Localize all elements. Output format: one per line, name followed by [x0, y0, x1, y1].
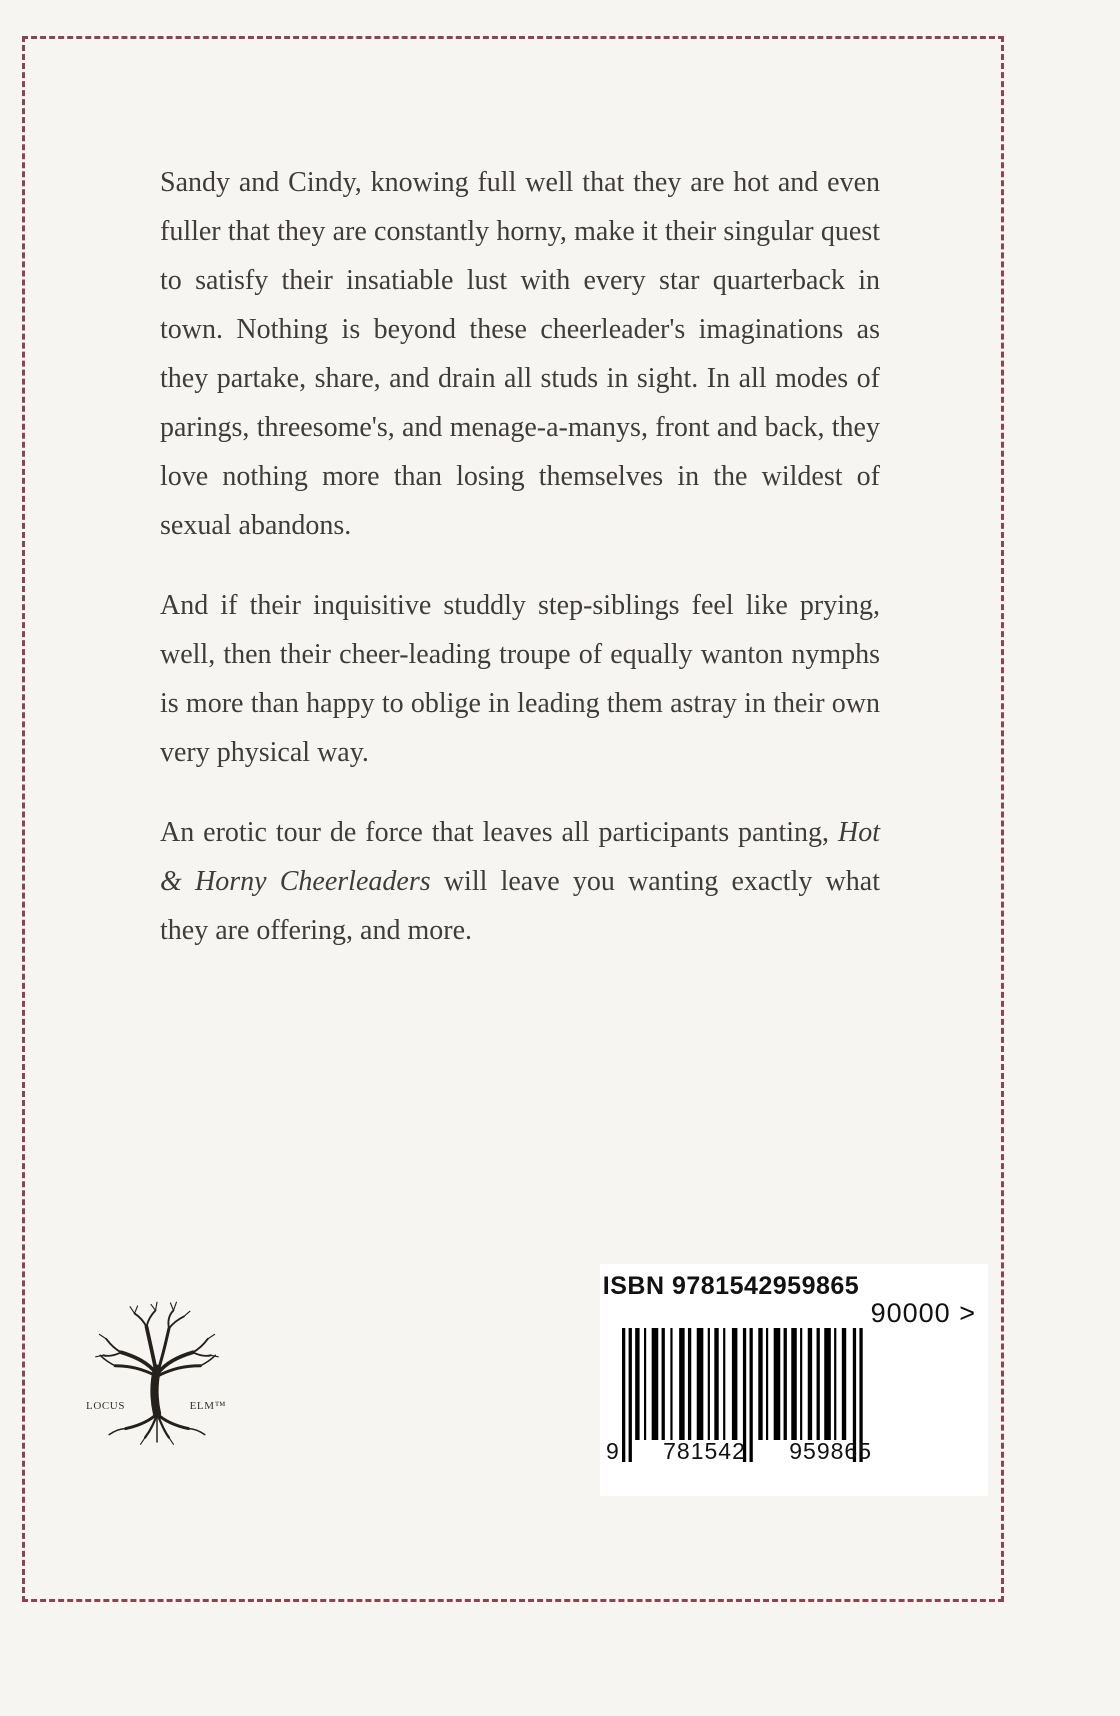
- closing-text-after: will leave you wanting exactly what they are offering, and more.: [160, 866, 880, 946]
- blurb-closing-paragraph: [160, 808, 880, 955]
- barcode-digits: [606, 1438, 872, 1465]
- publisher-name-elm: ELM™: [189, 1400, 226, 1412]
- barcode-digit-group-2: 781542: [663, 1438, 746, 1464]
- blurb-paragraph-1: Sandy and Cindy, knowing full well that they are hot and even fuller that they are constantly horny, make it their singular quest to satisfy their insatiable lust with every star quarterback in town. Nothing is beyond these cheerleader's imaginations as they partake, share, and drain all studs in sight. In all modes of parings, threesome's, and menage-a-manys, front and back, they love nothing more than losing themselves in the wildest of sexual abandons.: [160, 167, 880, 541]
- tree-of-life-icon: [82, 1288, 232, 1460]
- barcode-digit-group-1: 9: [606, 1438, 620, 1464]
- greater-than-arrow-icon: >: [959, 1298, 976, 1328]
- isbn-barcode-panel: [600, 1264, 988, 1496]
- blurb-text-block: [160, 158, 880, 986]
- price-code-value: 90000: [870, 1298, 951, 1328]
- barcode-digit-group-3: 959865: [789, 1438, 872, 1464]
- book-title-italic: Hot & Horny Cheerleaders: [160, 817, 880, 897]
- publisher-name-locus: LOCUS: [86, 1400, 126, 1412]
- blurb-paragraph-2: And if their inquisitive studdly step-siblings feel like prying, well, then their cheer-leading troupe of equally wanton nymphs is more than happy to oblige in leading them astray in their own very physical way.: [160, 590, 880, 768]
- publisher-logo: [82, 1288, 232, 1466]
- barcode-price-code: [871, 1298, 976, 1329]
- closing-text-before: An erotic tour de force that leaves all participants panting,: [160, 817, 838, 848]
- isbn-number: ISBN 9781542959865: [602, 1272, 860, 1300]
